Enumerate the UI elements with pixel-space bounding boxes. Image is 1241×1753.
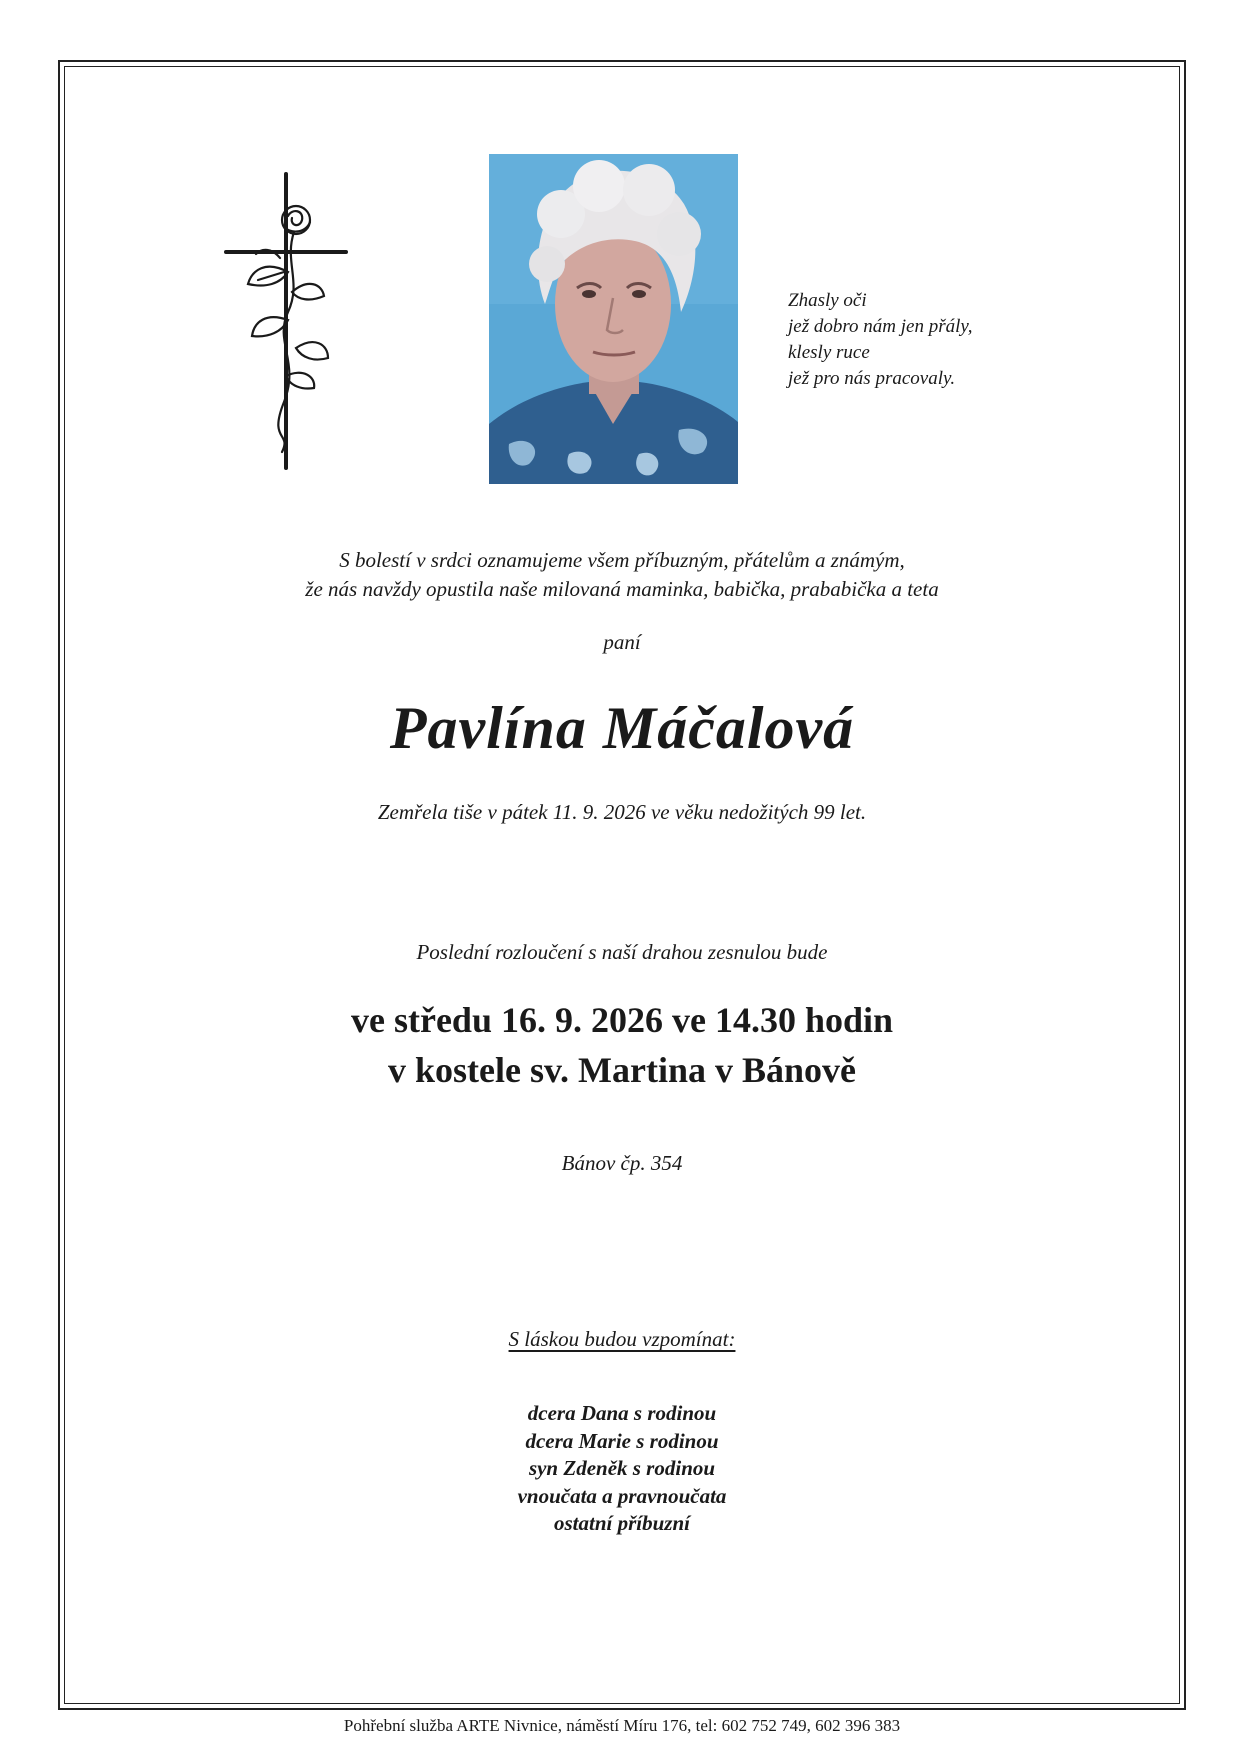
ceremony-date-time: ve středu 16. 9. 2026 ve 14.30 hodin bbox=[350, 1000, 894, 1040]
ceremony-details bbox=[58, 995, 1186, 1095]
announcement-line: S bolestí v srdci oznamujeme všem příbuzným, přátelům a známým, bbox=[339, 548, 905, 572]
remembrance-heading-text: S láskou budou vzpomínat: bbox=[508, 1327, 736, 1351]
mourner: syn Zdeněk s rodinou bbox=[528, 1456, 716, 1480]
mourner: ostatní příbuzní bbox=[554, 1511, 690, 1535]
deceased-name: Pavlína Máčalová bbox=[389, 695, 855, 761]
footer-funeral-service: Pohřební služba ARTE Nivnice, náměstí Míru 176, tel: 602 752 749, 602 396 383 bbox=[343, 1716, 901, 1735]
farewell-intro: Poslední rozloučení s naší drahou zesnulou bude bbox=[416, 940, 828, 964]
address: Bánov čp. 354 bbox=[561, 1151, 683, 1175]
remembrance-heading bbox=[58, 1327, 1186, 1352]
mourners-list bbox=[58, 1400, 1186, 1538]
mourner: dcera Dana s rodinou bbox=[527, 1401, 717, 1425]
poem-line: klesly ruce bbox=[788, 342, 870, 363]
mourner: vnoučata a pravnoučata bbox=[517, 1483, 727, 1508]
title-word: paní bbox=[603, 630, 641, 654]
poem-line: Zhasly oči bbox=[788, 290, 867, 311]
announcement-line: že nás navždy opustila naše milovaná maminka, babička, prababička a teta bbox=[305, 577, 939, 601]
announcement bbox=[58, 546, 1186, 604]
poem-line: jež pro nás pracovaly. bbox=[788, 368, 956, 389]
poem-line: jež dobro nám jen přály, bbox=[788, 316, 973, 337]
poem bbox=[788, 288, 1048, 392]
portrait-photo bbox=[489, 154, 738, 484]
death-notice: Zemřela tiše v pátek 11. 9. 2026 ve věku nedožitých 99 let. bbox=[377, 800, 867, 824]
mourner: dcera Marie s rodinou bbox=[525, 1428, 719, 1453]
ceremony-place: v kostele sv. Martina v Bánově bbox=[388, 1050, 856, 1090]
cross-with-rose-icon bbox=[222, 172, 350, 472]
